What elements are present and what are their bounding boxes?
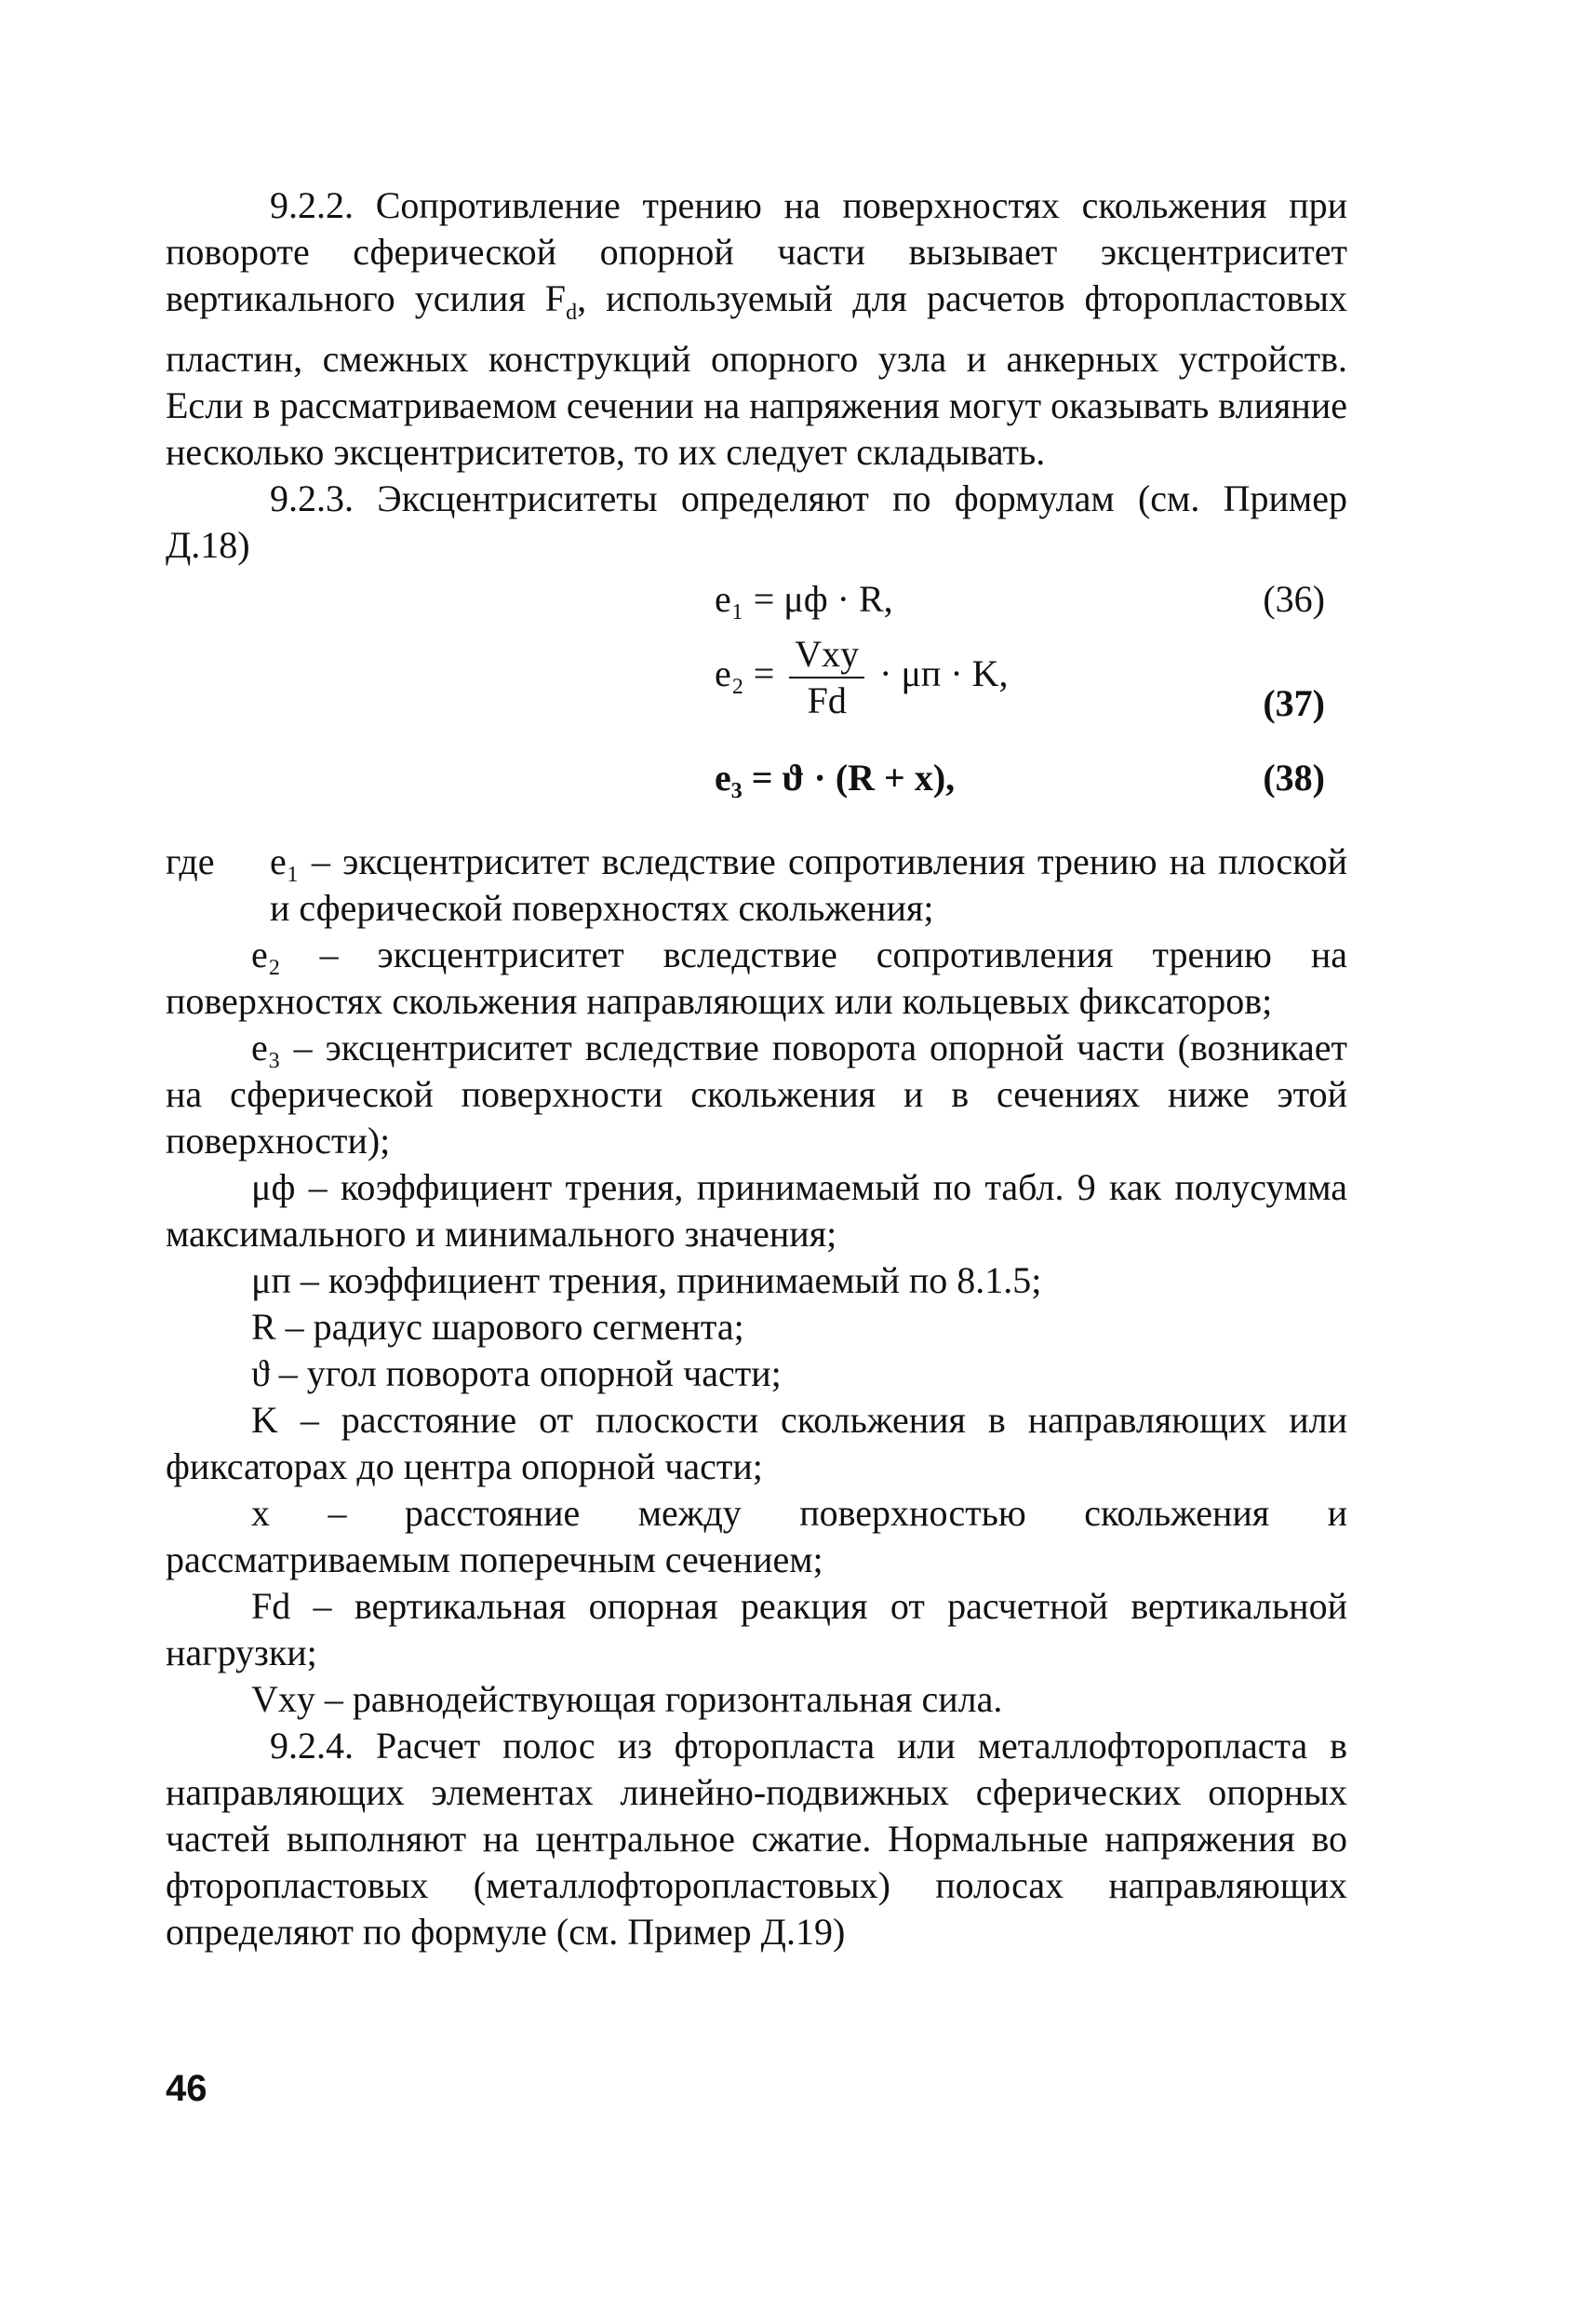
equation-number-36: (36)	[1263, 578, 1325, 620]
paragraph-9-2-4: 9.2.4. Расчет полос из фторопласта или металлофторопласта в направляющих элементах линейно-подвижных сферических опорных частей выполняют на центральное сжатие. Нормальные напряжения во фторопластовых (металлофторопластовых) полосах направляющих определяют по формуле (см. Пример Д.19)	[166, 1725, 1347, 1953]
definition-theta: ϑ – угол поворота опорной части;	[251, 1352, 782, 1394]
where-label: где	[166, 840, 215, 882]
fraction-denominator: Fd	[807, 679, 847, 721]
formula-38: e₃ = ϑ · (R + x),	[715, 757, 956, 799]
definition-R: R – радиус шарового сегмента;	[251, 1306, 744, 1348]
definition-x: x – расстояние между поверхностью скольжения и рассматриваемым поперечным сечением;	[166, 1492, 1347, 1580]
definition-Vxy: Vxy – равнодействующая горизонтальная сила.	[251, 1678, 1003, 1720]
equation-number-37: (37)	[1263, 682, 1325, 724]
fraction-numerator: Vxy	[789, 632, 864, 678]
definition-Fd: Fd – вертикальная опорная реакция от расчетной вертикальной нагрузки;	[166, 1585, 1347, 1673]
page-number: 46	[166, 2068, 207, 2109]
equation-number-38: (38)	[1263, 757, 1325, 799]
page-content	[166, 182, 1347, 1955]
paragraph-9-2-2: 9.2.2. Сопротивление трению на поверхностях скольжения при повороте сферической опорной части вызывает эксцентриситет вертикального усилия $F_d$, используемый для расчетов фторопластовых пластин, смежных конструкций опорного узла и анкерных устройств. Если в рассматриваемом сечении на напряжения могут оказывать влияние несколько эксцентриситетов, то их следует складывать.	[166, 184, 1347, 473]
formula-37: e₂ = $\frac{\text{Vxy}}{Fd}$ · μп · K,	[715, 633, 1009, 721]
definition-e2: e₂ – эксцентриситет вследствие сопротивления трению на поверхностях скольжения направляющих или кольцевых фиксаторов;	[166, 934, 1347, 1022]
fraction	[789, 632, 864, 723]
definition-e3: e₃ – эксцентриситет вследствие поворота опорной части (возникает на сферической поверхности скольжения и в сечениях ниже этой поверхности);	[166, 1027, 1347, 1162]
formula-block	[166, 569, 1347, 839]
definition-mu-f: μф – коэффициент трения, принимаемый по табл. 9 как полусумма максимального и минимального значения;	[166, 1166, 1347, 1255]
paragraph-9-2-3: 9.2.3. Эксцентриситеты определяют по формулам (см. Пример Д.18)	[166, 477, 1347, 566]
definition-mu-p: μп – коэффициент трения, принимаемый по 8.1.5;	[251, 1259, 1042, 1301]
definition-e1: e₁ – эксцентриситет вследствие сопротивления трению на плоской и сферической поверхностях скольжения;	[270, 840, 1347, 929]
formula-36: e₁ = μф · R,	[715, 578, 893, 620]
definition-e1-row	[166, 839, 1347, 932]
definition-K: K – расстояние от плоскости скольжения в направляющих или фиксаторах до центра опорной части;	[166, 1399, 1347, 1487]
